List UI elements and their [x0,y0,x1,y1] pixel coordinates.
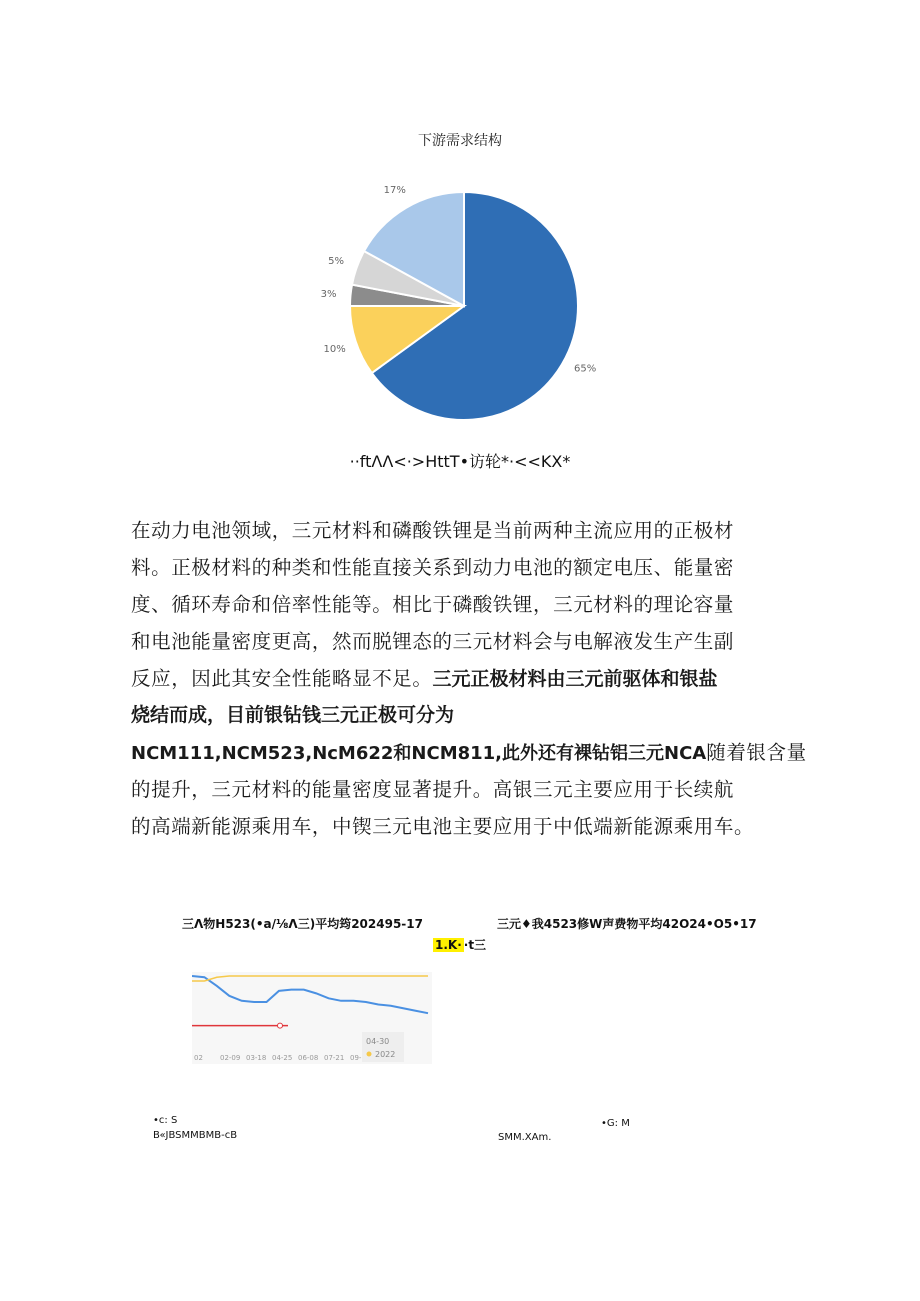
pie-slice-label: 3% [320,289,337,301]
x-tick-label: 04-25 [272,1054,293,1062]
paragraph-line-4: 和电池能量密度更高，然而脱锂态的三元材料会与电解液发生产生副 [131,630,735,653]
price-line-chart [192,972,432,1064]
body-paragraph [131,513,807,893]
line-marker [278,1023,283,1028]
paragraph-line-7-serif: 随着银含量 [706,741,807,764]
tooltip-series-dot [367,1052,372,1057]
paragraph-line-5 [131,661,718,697]
x-tick-label: 02 [194,1054,203,1062]
paragraph-line-1: 在动力电池领域，三元材料和磷酸铁锂是当前两种主流应用的正极材 [131,519,735,542]
center-caption [433,936,486,953]
paragraph-line-2: 料。正极材料的种类和性能直接关系到动力电池的额定电压、能量密 [131,556,735,579]
pie-slice-label: 17% [383,184,406,196]
paragraph-line-5-serif: 反应，因此其安全性能略显不足。 [131,667,433,690]
paragraph-line-8: 的提升，三元材料的能量密度显著提升。高银三元主要应用于长续航 [131,778,735,801]
x-tick-label: 02-09 [220,1054,241,1062]
pie-chart-title: 下游需求结构 [418,133,502,149]
tooltip-date: 04-30 [366,1037,390,1046]
tooltip-series-label: 2022 [375,1050,396,1059]
paragraph-line-9: 的高端新能源乘用车，中锲三元电池主要应用于中低端新能源乘用车。 [131,815,755,838]
x-tick-label: 06-08 [298,1054,319,1062]
paragraph-line-3: 度、循环寿命和倍率性能等。相比于磷酸铁锂，三元材料的理论容量 [131,593,735,616]
paragraph-line-7 [131,735,807,771]
pie-chart-caption: ··ftΛΛ<·>HttT•访轮*·<<KX* [349,452,571,471]
right-chart-caption: 三元♦我4523修W声费物平均42O24•O5•17 [497,917,757,931]
pie-slice-label: 5% [328,255,344,267]
pie-chart [300,168,620,428]
x-tick-label: 03-18 [246,1054,267,1062]
left-footnote-1: •c: S [153,1115,178,1126]
center-caption-highlight: 1.K· [435,938,462,952]
x-tick-label: 09- [350,1054,362,1062]
left-footnote-2: B«JBSMMBMB-cB [153,1130,238,1141]
pie-slice-label: 10% [323,344,346,356]
right-footnote-2: SMM.XAm. [498,1132,552,1143]
x-tick-label: 07-21 [324,1054,345,1062]
paragraph-line-5-sans: 三元正极材料由三元前驱体和银盐 [432,668,718,690]
left-chart-caption: 三Λ物H523(•a/⅛Λ三)平均筠202495-17 [182,917,423,931]
right-footnote-1: •G: M [601,1118,630,1129]
paragraph-line-7-sans: NCM111,NCM523,NcM622和NCM811,此外还有裸钻铝三元NCA [131,743,707,764]
paragraph-line-6: 烧结而成，目前银钻钱三元正极可分为 [131,704,455,726]
pie-slice-label: 65% [574,363,597,375]
center-caption-rest: ·t三 [463,938,487,952]
